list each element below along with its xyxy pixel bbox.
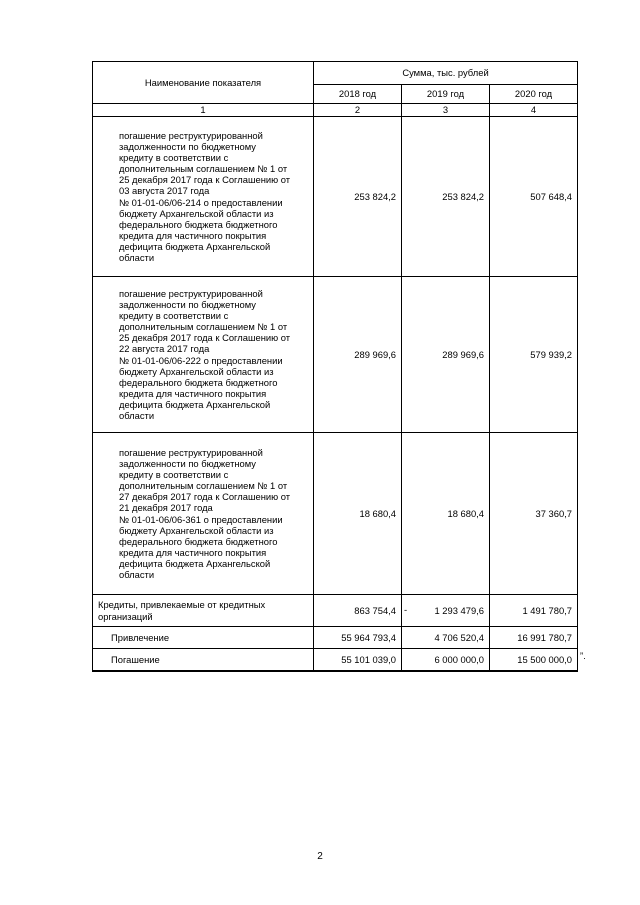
credits-2018: 863 754,4 <box>314 595 402 627</box>
repayment-2020: 15 500 000,0 <box>490 649 578 671</box>
table-row <box>93 433 578 595</box>
value-2018: 253 824,2 <box>314 117 402 277</box>
credits-label: Кредиты, привлекаемые от кредитных организаций <box>93 595 314 627</box>
value-2020: 37 360,7 <box>490 433 578 595</box>
table-row-attraction <box>93 627 578 649</box>
closing-quote: ”. <box>580 650 586 661</box>
value-2019: 253 824,2 <box>402 117 490 277</box>
attraction-2019: 4 706 520,4 <box>402 627 490 649</box>
repayment-label: Погашение <box>93 649 314 671</box>
value-2020: 579 939,2 <box>490 277 578 433</box>
credits-2019: 1 293 479,6 <box>402 595 490 627</box>
credits-2019-dash: - <box>404 604 408 615</box>
header-name-column: Наименование показателя <box>93 62 314 104</box>
row-description: погашение реструктурированной задолженности по бюджетному кредиту в соответствии с дополнительным соглашением № 1 от 25 декабря 2017 года к Соглашению от 22 августа 2017 года № 01-01-06/06-222 о предоставлении бюджету Архангельской области из федерального бюджета бюджетного кредита для частичного покрытия дефицита бюджета Архангельской области <box>93 277 314 433</box>
attraction-label: Привлечение <box>93 627 314 649</box>
budget-table <box>92 61 578 672</box>
value-2018: 18 680,4 <box>314 433 402 595</box>
value-2020: 507 648,4 <box>490 117 578 277</box>
value-2019: 289 969,6 <box>402 277 490 433</box>
page-number: 2 <box>317 851 323 862</box>
row-description: погашение реструктурированной задолженности по бюджетному кредиту в соответствии с дополнительным соглашением № 1 от 25 декабря 2017 года к Соглашению от 03 августа 2017 года № 01-01-06/06-214 о предоставлении бюджету Архангельской области из федерального бюджета бюджетного кредита для частичного покрытия дефицита бюджета Архангельской области <box>93 117 314 277</box>
header-year-2020: 2020 год <box>490 85 578 104</box>
credits-2020: 1 491 780,7 <box>490 595 578 627</box>
repayment-2018: 55 101 039,0 <box>314 649 402 671</box>
col-number-1: 1 <box>93 104 314 117</box>
col-number-4: 4 <box>490 104 578 117</box>
value-2018: 289 969,6 <box>314 277 402 433</box>
table-row-credits <box>93 595 578 627</box>
attraction-2020: 16 991 780,7 <box>490 627 578 649</box>
row-description: погашение реструктурированной задолженности по бюджетному кредиту в соответствии с дополнительным соглашением № 1 от 27 декабря 2017 года к Соглашению от 21 декабря 2017 года № 01-01-06/06-361 о предоставлении бюджету Архангельской области из федерального бюджета бюджетного кредита для частичного покрытия дефицита бюджета Архангельской области <box>93 433 314 595</box>
col-number-3: 3 <box>402 104 490 117</box>
col-number-2: 2 <box>314 104 402 117</box>
header-sum-group: Сумма, тыс. рублей <box>314 62 578 85</box>
table-row <box>93 277 578 433</box>
table-row <box>93 117 578 277</box>
header-year-2018: 2018 год <box>314 85 402 104</box>
repayment-2019: 6 000 000,0 <box>402 649 490 671</box>
value-2019: 18 680,4 <box>402 433 490 595</box>
header-year-2019: 2019 год <box>402 85 490 104</box>
table-row-repayment <box>93 649 578 671</box>
attraction-2018: 55 964 793,4 <box>314 627 402 649</box>
